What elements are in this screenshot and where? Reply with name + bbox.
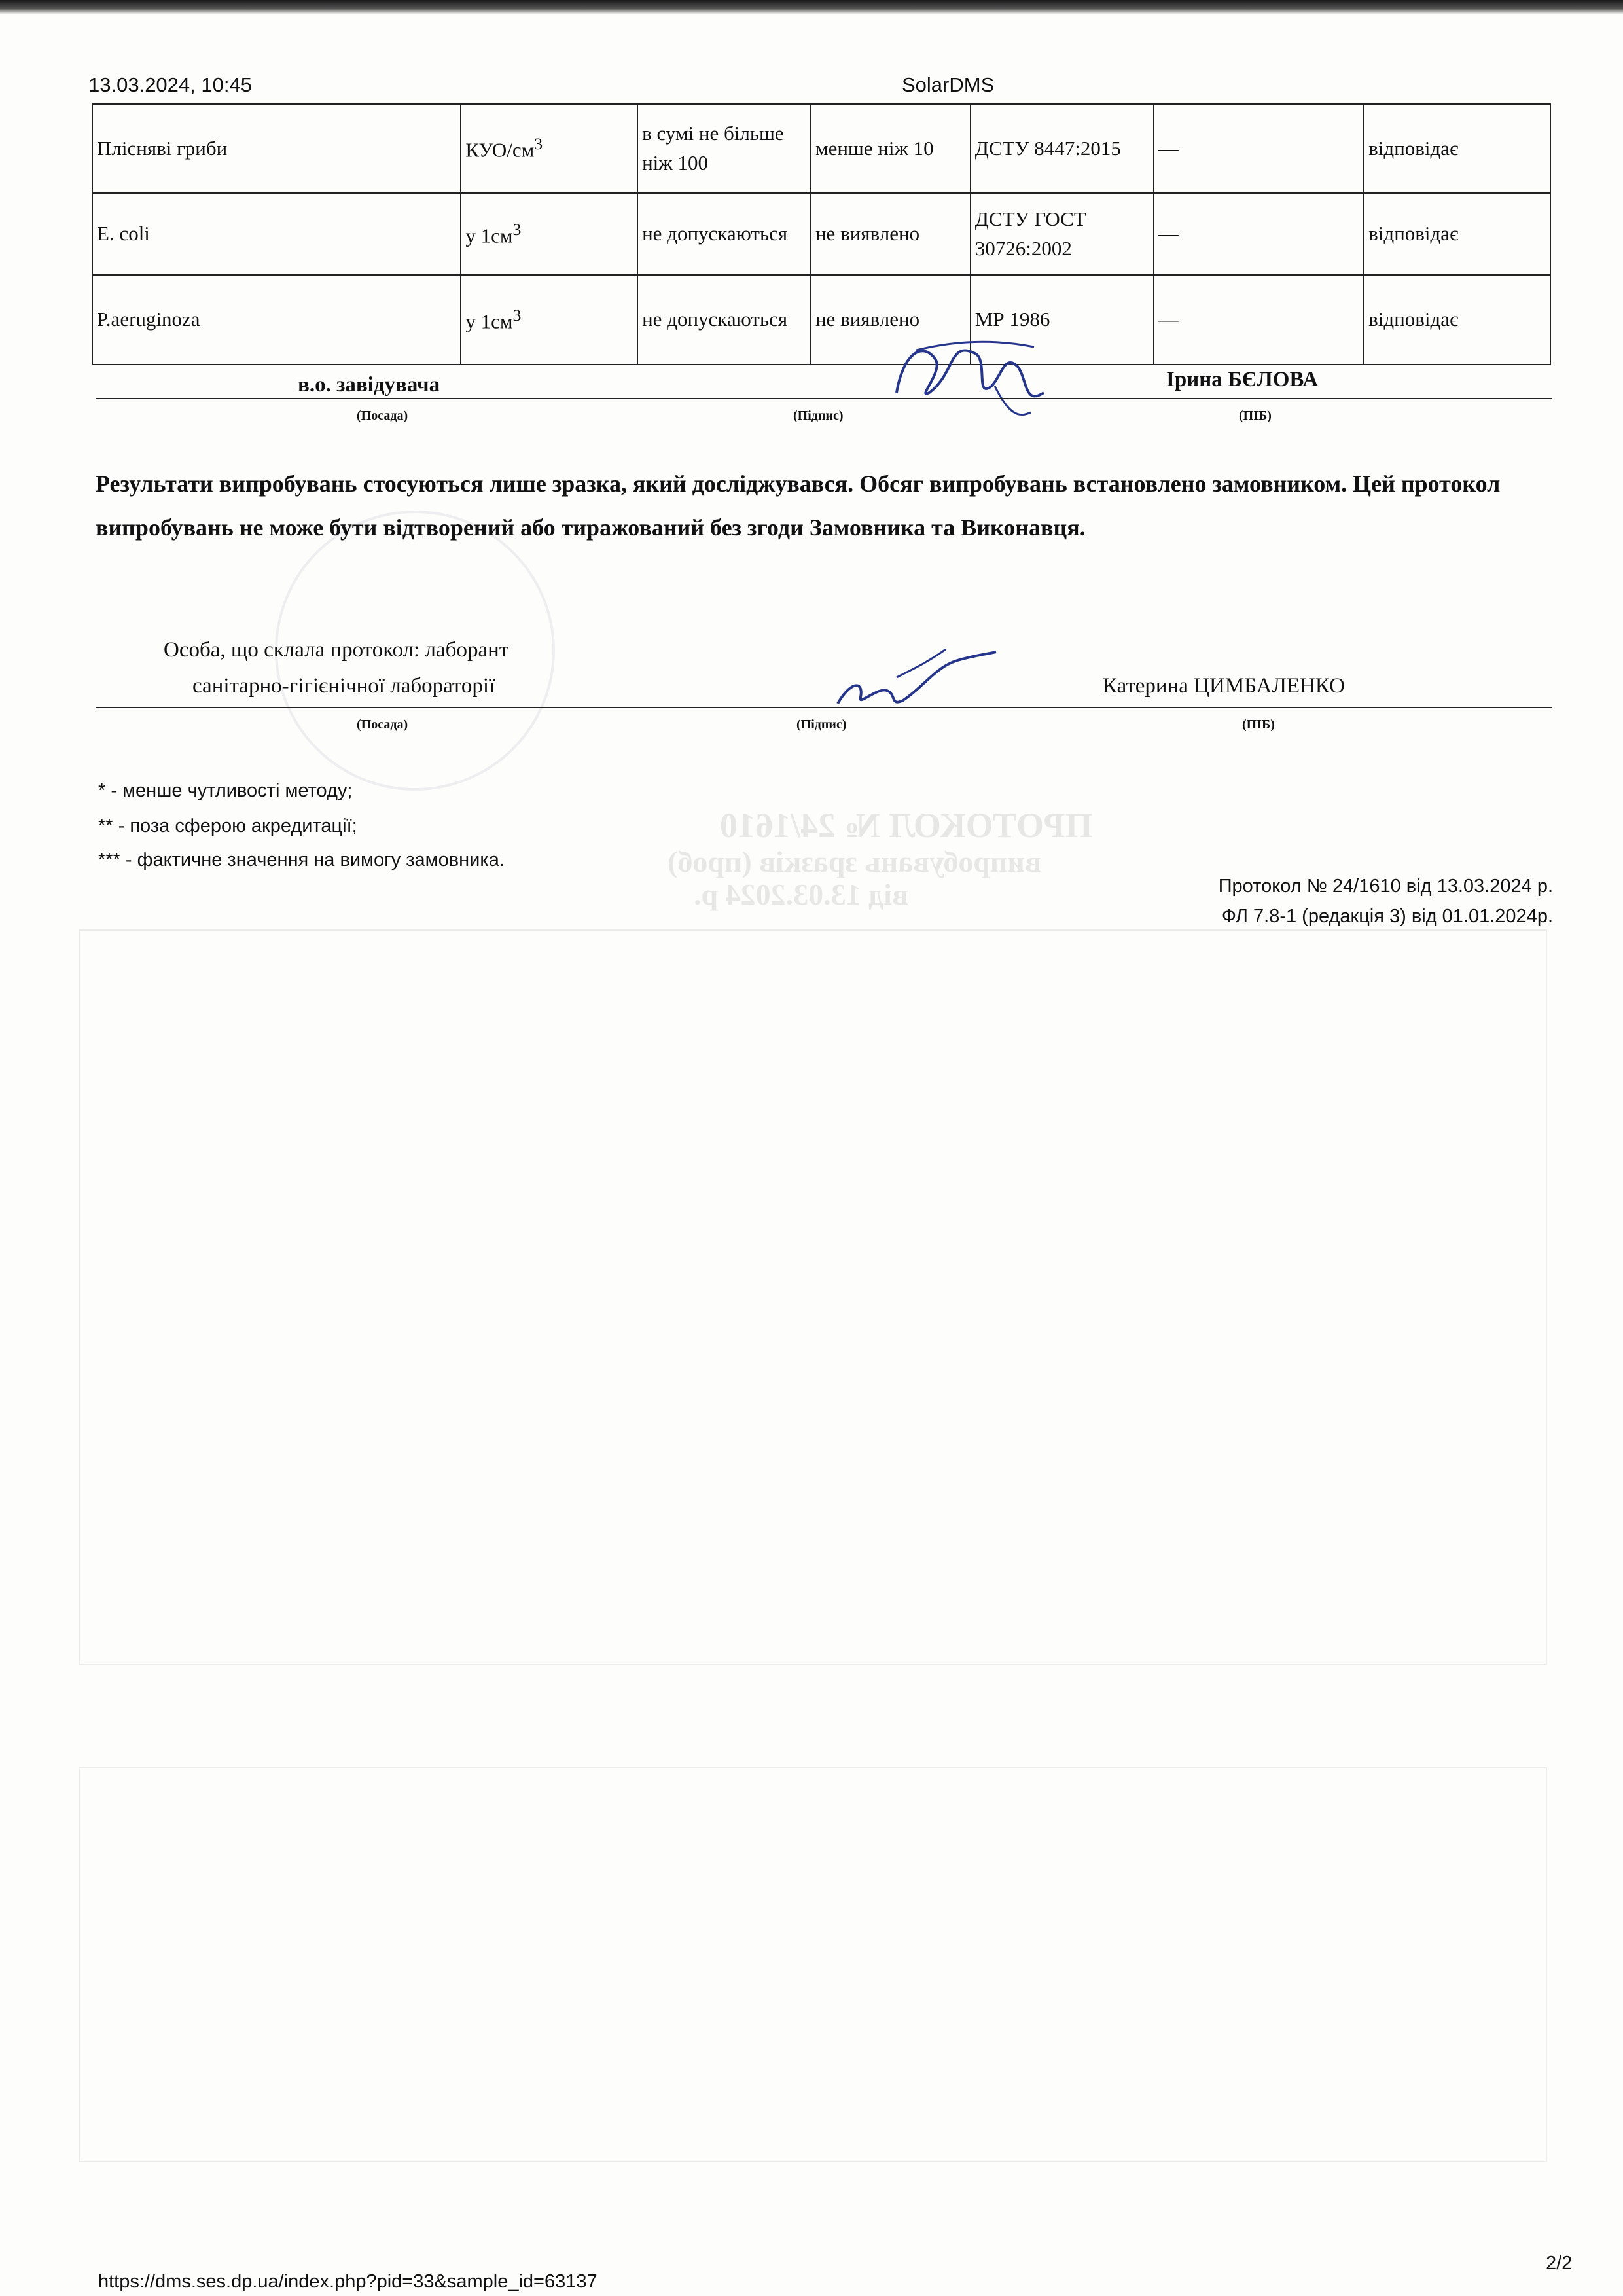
table-row xyxy=(92,275,1550,365)
cell-norm: не допускаються xyxy=(637,193,811,275)
app-name: SolarDMS xyxy=(902,73,995,96)
cell-uncertainty: — xyxy=(1154,104,1364,193)
cell-result: не виявлено xyxy=(811,193,971,275)
head-signature-image xyxy=(877,314,1067,425)
cell-unit: у $1см^3$ xyxy=(461,275,637,365)
head-position: в.о. завідувача xyxy=(298,373,440,397)
disclaimer: Результати випробувань стосуються лише зразка, який досліджувався. Обсяг випробувань встановлено замовником. Цей протокол випробувань не може бути відтворений або тиражований без згоди Замовника та Виконавця. xyxy=(96,471,1501,541)
footnote: * - менше чутливості методу; xyxy=(98,780,353,801)
footnote: *** - фактичне значення на вимогу замовника. xyxy=(98,850,505,870)
cell-indicator: P.aeruginoza xyxy=(92,275,461,365)
cell-conclusion: відповідає xyxy=(1364,275,1550,365)
compiler-label-name: (ПІБ) xyxy=(1242,717,1275,732)
cell-indicator: E. coli xyxy=(92,193,461,275)
scan-edge xyxy=(0,0,1623,14)
page-url[interactable]: https://dms.ses.dp.ua/index.php?pid=33&sample_id=63137 xyxy=(98,2271,597,2292)
results-table xyxy=(92,103,1551,365)
cell-indicator: Плісняві гриби xyxy=(92,104,461,193)
compiler-position-line1: Особа, що склала протокол: лаборант xyxy=(164,638,509,662)
compiler-signature-line xyxy=(96,707,1552,708)
cell-uncertainty: — xyxy=(1154,275,1364,365)
head-label-position: (Посада) xyxy=(357,408,408,423)
cell-unit: у $1см^3$ xyxy=(461,193,637,275)
footnote: ** - поза сферою акредитації; xyxy=(98,816,357,836)
protocol-number: Протокол № 24/1610 від 13.03.2024 р. xyxy=(1218,876,1553,897)
cell-unit: КУО/$см^3$ xyxy=(461,104,637,193)
cell-method: МР 1986 xyxy=(971,275,1154,365)
table-row xyxy=(92,193,1550,275)
cell-norm: не допускаються xyxy=(637,275,811,365)
head-label-signature: (Підпис) xyxy=(793,408,844,423)
cell-result: не виявлено xyxy=(811,275,971,365)
cell-uncertainty: — xyxy=(1154,193,1364,275)
compiler-label-signature: (Підпис) xyxy=(796,717,847,732)
compiler-signature-image xyxy=(825,641,1001,720)
compiler-full-name: Катерина ЦИМБАЛЕНКО xyxy=(1103,674,1345,698)
table-row xyxy=(92,104,1550,193)
cell-method: ДСТУ ГОСТ 30726:2002 xyxy=(971,193,1154,275)
compiler-label-position: (Посада) xyxy=(357,717,408,732)
print-datetime: 13.03.2024, 10:45 xyxy=(88,73,252,96)
head-full-name: Ірина БЄЛОВА xyxy=(1166,368,1319,391)
cell-result: менше ніж 10 xyxy=(811,104,971,193)
cell-conclusion: відповідає xyxy=(1364,104,1550,193)
cell-norm: в сумі не більше ніж 100 xyxy=(637,104,811,193)
cell-method: ДСТУ 8447:2015 xyxy=(971,104,1154,193)
bleed-through: ПРОТОКОЛ № 24/1610 випробувань зразків (проб) від 13.03.2024 р. xyxy=(0,0,1623,2296)
head-signature-line xyxy=(96,398,1552,399)
page-number: 2/2 xyxy=(1546,2253,1573,2274)
head-label-name: (ПІБ) xyxy=(1239,408,1272,423)
cell-conclusion: відповідає xyxy=(1364,193,1550,275)
form-revision: ФЛ 7.8-1 (редакція 3) від 01.01.2024р. xyxy=(1221,906,1553,927)
compiler-position-line2: санітарно-гігієнічної лабораторії xyxy=(192,674,495,698)
